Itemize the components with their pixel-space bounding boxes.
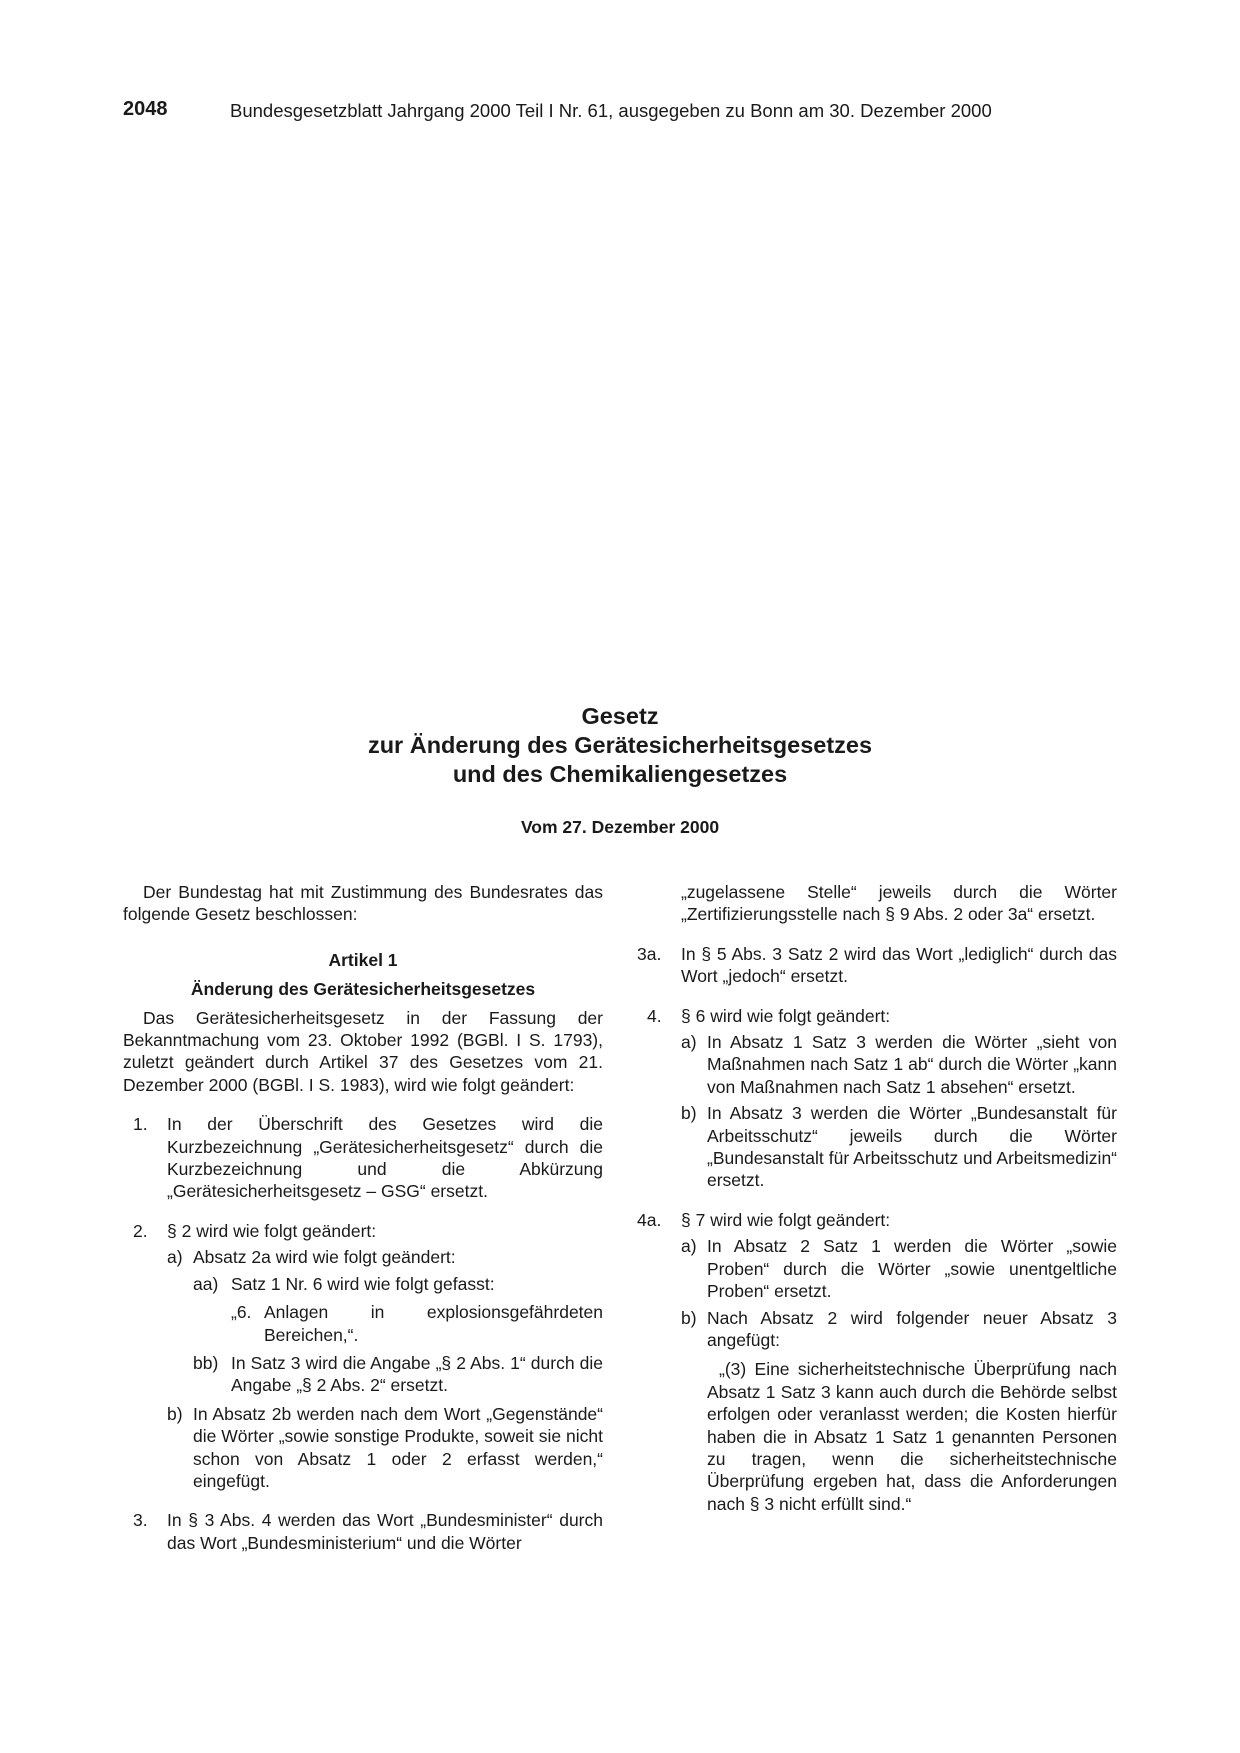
title-line-1: Gesetz [581,703,659,729]
quote-label: „6. [231,1302,252,1323]
law-title [0,702,1240,789]
article-intro: Das Gerätesicherheitsgesetz in der Fassung der Bekanntmachung vom 23. Oktober 1992 (BGBl. I S. 1793), zuletzt geändert durch Artikel 37 des Gesetzes vom 21. Dezember 2000 (BGBl. I S. 1983), wird wie folgt geändert: [123,1007,603,1095]
list-item-3-continued [637,881,1117,926]
item-text: § 6 wird wie folgt geändert: [681,1005,891,1026]
publication-line: Bundesgesetzblatt Jahrgang 2000 Teil I Nr. 61, ausgegeben zu Bonn am 30. Dezember 2000 [230,100,992,121]
list-item-2 [123,1220,603,1492]
title-line-3: und des Chemikaliengesetzes [452,761,788,787]
sub-text: Nach Absatz 2 wird folgender neuer Absatz 3 angefügt: [707,1307,1117,1350]
item-number: 1. [133,1114,148,1135]
list-item-1 [123,1113,603,1203]
article-heading: Artikel 1 [328,949,398,970]
item-number: 3a. [637,943,662,964]
item-text: § 2 wird wie folgt geändert: [167,1220,377,1241]
running-header [123,98,1117,128]
sub-item-a [167,1246,603,1396]
sub-label: b) [681,1307,697,1328]
sub-text: Absatz 2a wird wie folgt geändert: [193,1247,456,1268]
sub-label: a) [681,1236,697,1257]
list-item-3 [123,1509,603,1554]
quoted-new-paragraph: „(3) Eine sicherheitstechnische Überprüfung nach Absatz 1 Satz 3 kann auch durch die Behörde selbst erfolgen oder veranlasst werden; die Kosten hierfür haben die in Absatz 1 Satz 1 genannten Personen zu tragen, wenn die sicherheitstechnische Überprüfung ergeben hat, dass die Anforderungen nach § 3 nicht erfüllt sind.“ [707,1359,1117,1514]
sub-label: b) [681,1103,697,1124]
sub-text: In Satz 3 wird die Angabe „§ 2 Abs. 1“ durch die Angabe „§ 2 Abs. 2“ ersetzt. [231,1352,603,1396]
right-column [637,881,1117,1515]
sub-label: a) [167,1247,183,1268]
item-number: 4a. [637,1209,662,1230]
list-item-3a [637,943,1117,988]
list-item-4 [637,1005,1117,1192]
sub-label: b) [167,1403,183,1424]
quoted-amendment [231,1301,603,1346]
left-column [123,881,603,1554]
page-number: 2048 [123,98,168,120]
quote-text: Anlagen in explosionsgefährdeten Bereichen,“. [264,1302,603,1345]
item-number: 4. [647,1005,662,1026]
sub-text: In Absatz 2b werden nach dem Wort „Gegenstände“ die Wörter „sowie sonstige Produkte, soweit sie nicht schon von Absatz 1 oder 2 erfasst werden,“ eingefügt. [193,1403,603,1491]
item-text: In § 5 Abs. 3 Satz 2 wird das Wort „lediglich“ durch das Wort „jedoch“ ersetzt. [681,943,1117,987]
item-text: In der Überschrift des Gesetzes wird die Kurzbezeichnung „Gerätesicherheitsgesetz“ durch die Kurzbezeichnung und die Abkürzung „Gerätesicherheitsgesetz – GSG“ ersetzt. [167,1114,603,1202]
item-text: In § 3 Abs. 4 werden das Wort „Bundesminister“ durch das Wort „Bundesministerium“ und die Wörter [167,1510,603,1553]
sub-item-a [681,1235,1117,1302]
sub-label: aa) [193,1273,219,1294]
sub-text: In Absatz 1 Satz 3 werden die Wörter „sieht von Maßnahmen nach Satz 1 ab“ durch die Wörter „kann von Maßnahmen nach Satz 1 absehen“ ersetzt. [707,1032,1117,1097]
title-line-2: zur Änderung des Gerätesicherheitsgesetzes [367,732,873,758]
law-date: Vom 27. Dezember 2000 [520,817,720,837]
sub-text: Satz 1 Nr. 6 wird wie folgt gefasst: [231,1273,495,1294]
sub-label: bb) [193,1352,219,1373]
article-subheading: Änderung des Gerätesicherheitsgesetzes [190,979,536,1000]
sub-item-b [167,1403,603,1493]
sub-label: a) [681,1032,697,1053]
sub-item-b [681,1307,1117,1516]
list-item-4a [637,1209,1117,1515]
sub-item-b [681,1102,1117,1192]
sub-text: In Absatz 2 Satz 1 werden die Wörter „sowie Proben“ durch die Wörter „sowie unentgeltliche Proben“ ersetzt. [707,1236,1117,1302]
item-text: § 7 wird wie folgt geändert: [681,1209,891,1230]
item-text: „zugelassene Stelle“ jeweils durch die Wörter „Zertifizierungsstelle nach § 9 Abs. 2 oder 3a“ ersetzt. [681,882,1117,925]
sub-item-bb [193,1352,603,1397]
sub-item-a [681,1031,1117,1098]
sub-item-aa [193,1273,603,1346]
enacting-clause: Der Bundestag hat mit Zustimmung des Bundesrates das folgende Gesetz beschlossen: [123,882,603,925]
sub-text: In Absatz 3 werden die Wörter „Bundesanstalt für Arbeitsschutz“ jeweils durch die Wörter „Bundesanstalt für Arbeitsschutz und Arbeitsmedizin“ ersetzt. [707,1103,1117,1191]
item-number: 2. [133,1220,148,1241]
item-number: 3. [133,1510,148,1531]
